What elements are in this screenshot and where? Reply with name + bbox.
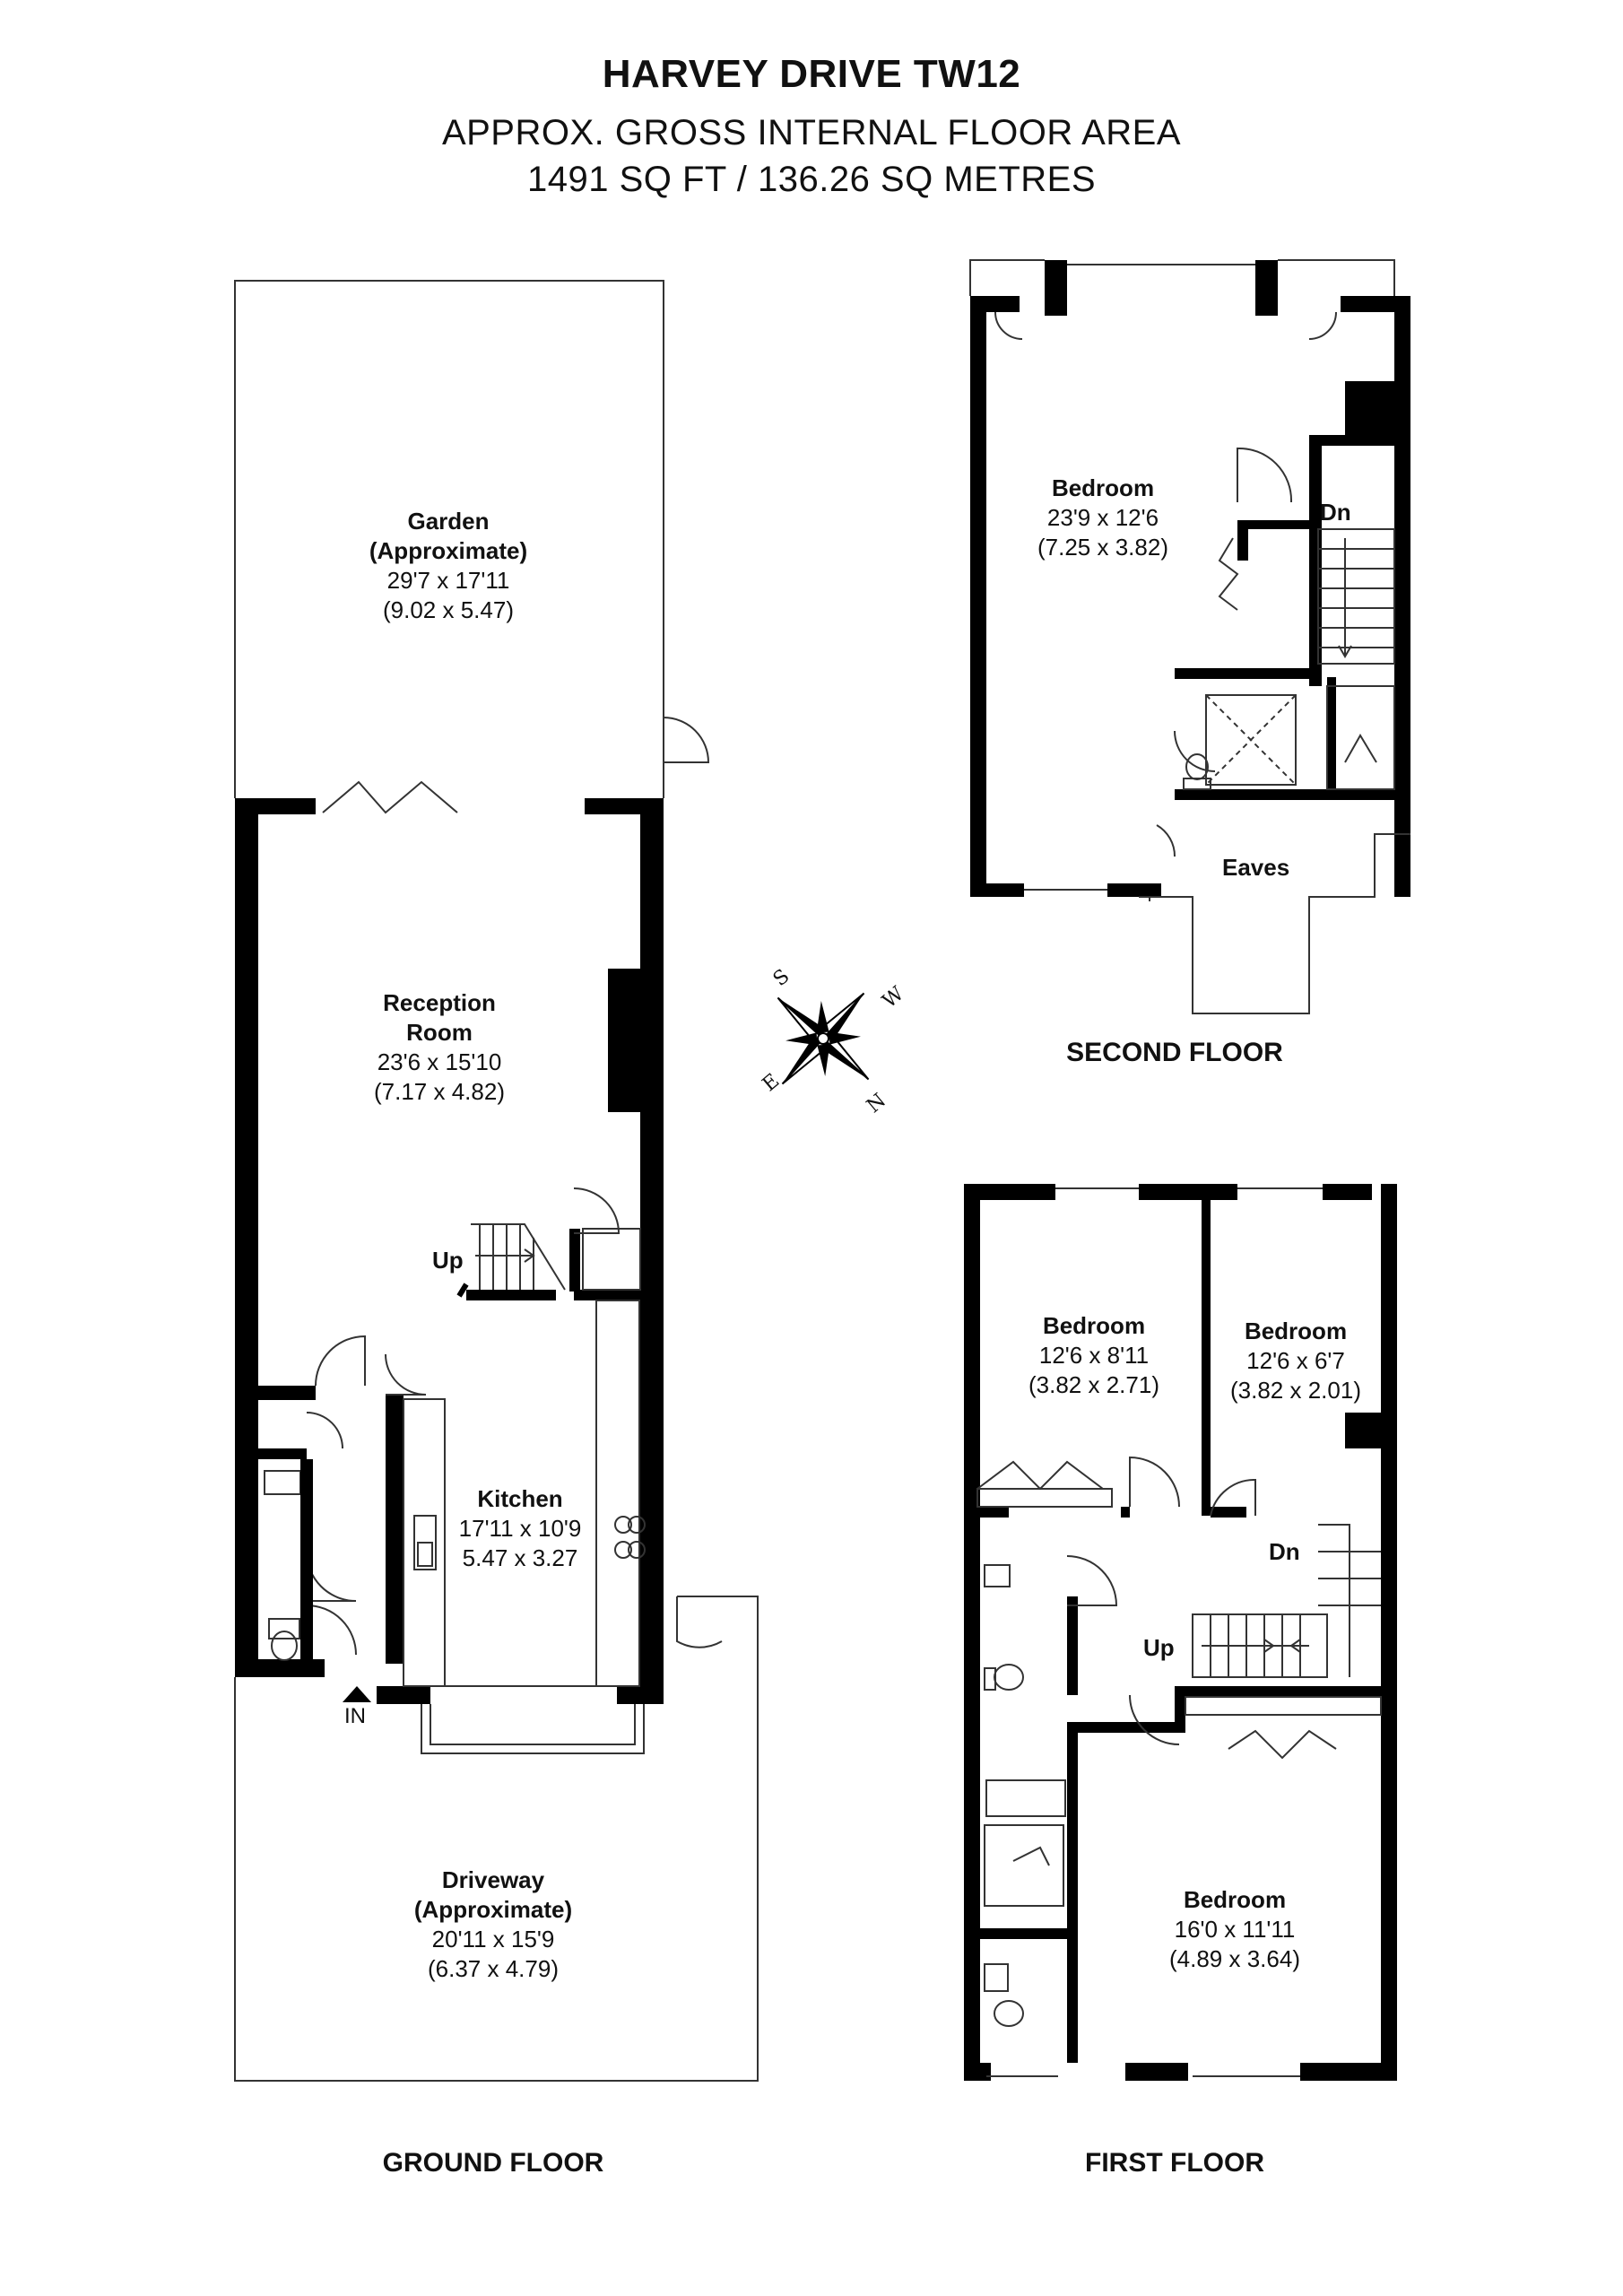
stairs-up-ground (459, 1224, 565, 1296)
reception-metric: (7.17 x 4.82) (374, 1078, 505, 1105)
bifold-doors (323, 782, 457, 813)
second-floor-label: SECOND FLOOR (1066, 1038, 1283, 1067)
compass-e: E (758, 1069, 785, 1097)
second-bedroom-name: Bedroom (1051, 474, 1155, 501)
plan-subtitle: APPROX. GROSS INTERNAL FLOOR AREA (441, 113, 1182, 152)
garden-imperial: 29'7 x 17'11 (386, 567, 510, 594)
plan-total-area: 1491 SQ FT / 136.26 SQ METRES (526, 160, 1097, 199)
second-top-windows (970, 260, 1394, 339)
reception-imperial: 23'6 x 15'10 (377, 1048, 502, 1075)
stairs-down-second (1318, 529, 1394, 664)
first-bedroom-a-label (1004, 1311, 1184, 1400)
compass-s: S (768, 965, 794, 991)
reception-name-2: Room (406, 1019, 473, 1046)
garden-metric: (9.02 x 5.47) (383, 596, 514, 623)
second-dn-label: Dn (1320, 499, 1351, 526)
first-bedroom-b-metric: (3.82 x 2.01) (1230, 1377, 1361, 1404)
second-bedroom-metric: (7.25 x 3.82) (1037, 534, 1168, 561)
garden-name-note: (Approximate) (369, 537, 528, 564)
driveway-name: Driveway (441, 1866, 545, 1893)
first-floor-label: FIRST FLOOR (1085, 2148, 1264, 2178)
driveway-label (359, 1866, 628, 1984)
first-bedroom-c-label (1145, 1885, 1324, 1974)
compass-n: N (863, 1089, 891, 1118)
second-bedroom-label (1013, 474, 1193, 562)
reception-name: Reception (383, 989, 496, 1016)
first-bedroom-b-name: Bedroom (1244, 1318, 1348, 1344)
garden-name: Garden (407, 508, 490, 535)
ground-up-label: Up (432, 1247, 464, 1274)
first-bedroom-b-imperial: 12'6 x 6'7 (1246, 1347, 1345, 1374)
first-bedroom-c-metric: (4.89 x 3.64) (1169, 1945, 1300, 1972)
first-bedroom-a-name: Bedroom (1042, 1312, 1146, 1339)
driveway-imperial: 20'11 x 15'9 (431, 1926, 555, 1952)
first-bedroom-c-imperial: 16'0 x 11'11 (1174, 1916, 1296, 1943)
second-bedroom-imperial: 23'9 x 12'6 (1046, 504, 1159, 531)
first-bedroom-b-label (1206, 1317, 1385, 1405)
first-bathroom-fixtures (985, 1565, 1300, 2076)
driveway-name-note: (Approximate) (413, 1896, 573, 1923)
entrance-label: IN (344, 1704, 366, 1728)
kitchen-name: Kitchen (477, 1485, 563, 1512)
first-bedroom-a-metric: (3.82 x 2.71) (1028, 1371, 1159, 1398)
first-up-label: Up (1143, 1634, 1175, 1661)
kitchen-label (439, 1484, 601, 1573)
entrance-arrow (343, 1686, 371, 1702)
first-dn-label: Dn (1269, 1538, 1300, 1565)
plan-title: HARVEY DRIVE TW12 (602, 52, 1021, 96)
first-bedroom-c-name: Bedroom (1183, 1886, 1287, 1913)
garden-label (314, 507, 583, 625)
kitchen-bay-window (421, 1704, 644, 1753)
reception-label (305, 988, 574, 1107)
second-floor-plan (970, 260, 1410, 1013)
kitchen-metric: 5.47 x 3.27 (462, 1544, 578, 1571)
eaves-label: Eaves (1222, 854, 1290, 881)
ground-floor-label: GROUND FLOOR (382, 2148, 604, 2178)
understairs-cupboard (574, 1188, 640, 1290)
kitchen-imperial: 17'11 x 10'9 (458, 1515, 582, 1542)
driveway-metric: (6.37 x 4.79) (428, 1955, 559, 1982)
compass-w: W (878, 982, 909, 1013)
second-shower-room (1184, 686, 1394, 789)
first-bedroom-a-imperial: 12'6 x 8'11 (1038, 1342, 1150, 1369)
